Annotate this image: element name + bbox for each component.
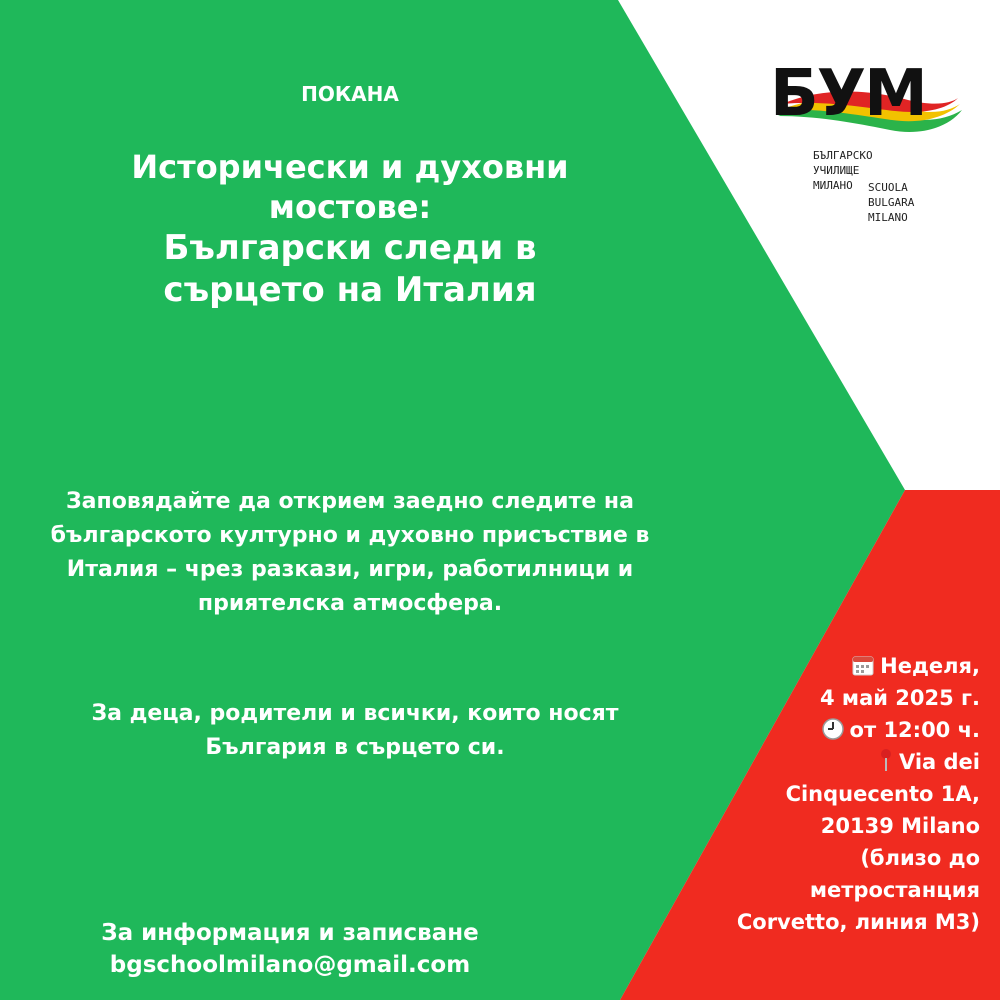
title-line-1: Исторически и духовни мостове:	[131, 148, 569, 226]
event-description: Заповядайте да открием заедно следите на българското културно и духовно присъствие в Италия – чрез разкази, игри, работилници и приятелска атмосфера.	[50, 489, 650, 616]
event-details	[700, 650, 980, 938]
note-line-1: (близо до	[860, 846, 980, 870]
logo-it-line: MILANO	[868, 211, 908, 224]
address-line-3: 20139 Milano	[820, 814, 980, 838]
contact-label: За информация и записване	[101, 920, 479, 946]
logo-school-name-bg	[813, 148, 873, 193]
contact-email[interactable]: bgschoolmilano@gmail.com	[109, 952, 471, 978]
calendar-icon	[852, 654, 874, 676]
time-value: от 12:00 ч.	[849, 718, 980, 742]
contact-block	[60, 917, 520, 981]
logo-school-name-it	[868, 180, 914, 225]
time-line	[700, 714, 980, 746]
address-line-2: Cinquecento 1A,	[785, 782, 980, 806]
logo-it-line: SCUOLA	[868, 181, 908, 194]
logo-bg-line: БЪЛГАРСКО	[813, 149, 873, 162]
logo-wordmark: БУМ	[770, 57, 926, 131]
date-weekday: Неделя,	[880, 654, 980, 678]
date-line-2: 4 май 2025 г.	[820, 686, 980, 710]
address-line-1	[700, 746, 980, 778]
note-line-3: Corvetto, линия M3)	[736, 910, 980, 934]
invite-label: ПОКАНА	[301, 82, 399, 106]
note-line-2: метростанция	[809, 878, 980, 902]
logo-bg-line: УЧИЛИЩЕ	[813, 164, 860, 177]
date-line-1	[700, 650, 980, 682]
event-audience: За деца, родители и всички, които носят България в сърцето си.	[91, 701, 619, 760]
title-line-2: Български следи в сърцето на Италия	[163, 228, 537, 310]
logo-it-line: BULGARA	[868, 196, 915, 209]
clock-icon	[822, 718, 844, 740]
event-title	[80, 147, 620, 311]
school-logo	[770, 57, 970, 232]
address-street-a: Via dei	[898, 750, 980, 774]
logo-bg-line: МИЛАНО	[813, 179, 853, 192]
pin-icon	[879, 748, 893, 772]
